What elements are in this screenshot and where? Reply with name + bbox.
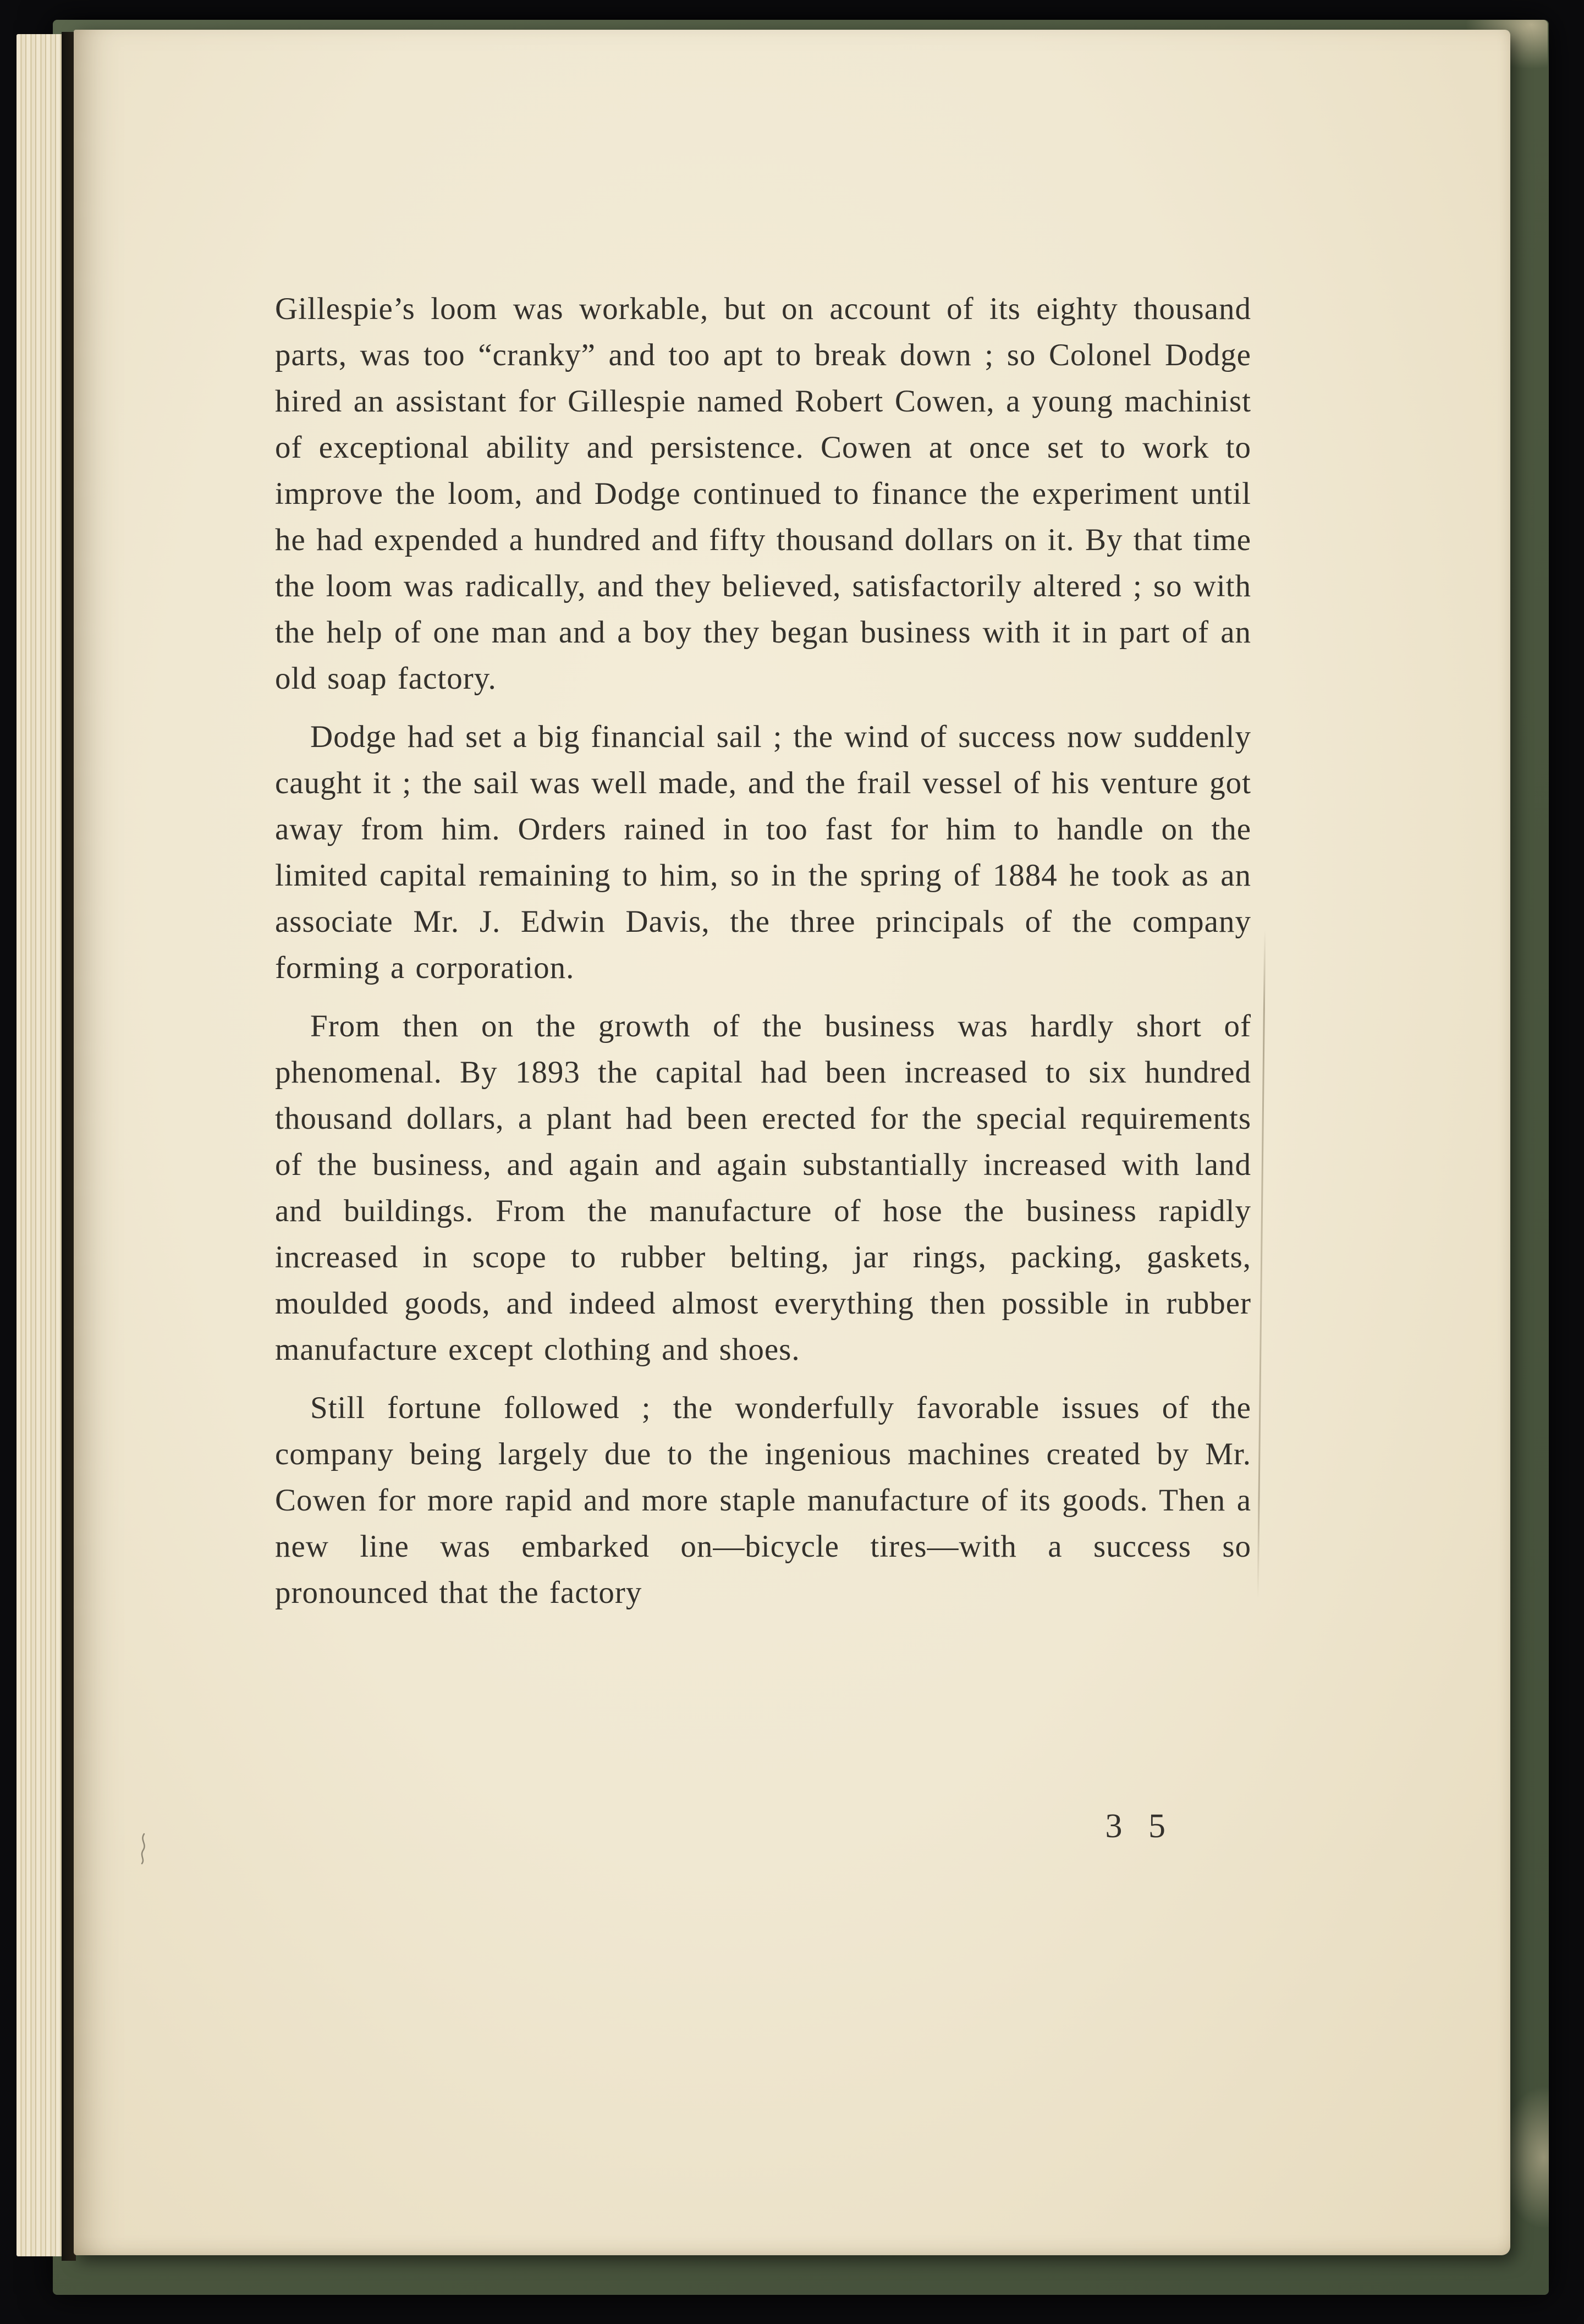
paragraph: Gillespie’s loom was workable, but on account of its eighty thousand parts, was too “cranky” and too apt to break down ; so Colonel Dodge hired an assistant for Gillespie named Robert Cowen, a young machinist of exceptional ability and persistence. Cowen at once set to work to improve the loom, and Dodge continued to finance the experiment until he had expended a hundred and fifty thousand dollars on it. By that time the loom was radically, and they believed, satisfactorily altered ; so with the help of one man and a boy they began business with it in part of an old soap factory.	[275, 292, 1251, 696]
page-stack-edges	[16, 34, 65, 2256]
pencil-mark	[133, 1832, 155, 1865]
page-number: 3 5	[1105, 1807, 1174, 1845]
paragraph: From then on the growth of the business was hardly short of phenomenal. By 1893 the capital had been increased to six hundred thousand dollars, a plant had been erected for the special requirements of the business, and again and again substantially increased with land and buildings. From the manufacture of hose the business rapidly increased in scope to rubber belting, jar rings, packing, gaskets, moulded goods, and indeed almost everything then possible in rubber manufacture except clothing and shoes.	[275, 1009, 1251, 1367]
paragraph: Dodge had set a big financial sail ; the wind of success now suddenly caught it ; the sail was well made, and the frail vessel of his venture got away from him. Orders rained in too fast for him to handle on the limited capital remaining to him, so in the spring of 1884 he took as an associate Mr. J. Edwin Davis, the three principals of the company forming a corporation.	[275, 719, 1251, 985]
paragraph: Still fortune followed ; the wonderfully favorable issues of the company being largely due to the ingenious machines created by Mr. Cowen for more rapid and more staple manufacture of its goods. Then a new line was embarked on—bicycle tires—with a success so pronounced that the factory	[275, 1391, 1251, 1610]
body-text	[275, 286, 1251, 1628]
